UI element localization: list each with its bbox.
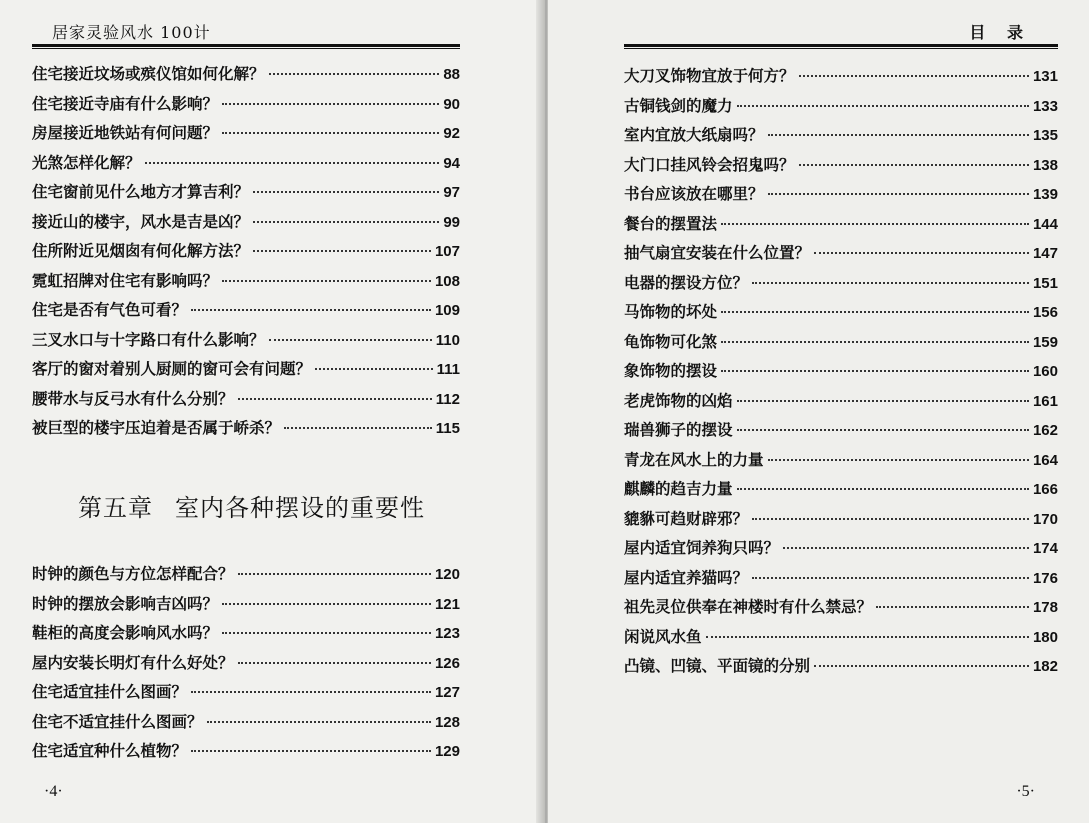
toc-entry-page: 108 — [434, 272, 460, 290]
toc-entry-title: 住宅不适宜挂什么图画？ — [32, 711, 203, 731]
dot-leader — [799, 164, 1029, 166]
toc-entry-page: 90 — [443, 95, 460, 113]
toc-entry — [624, 448, 1058, 478]
toc-entry-page: 129 — [434, 743, 460, 760]
toc-list — [32, 562, 460, 769]
toc-entry — [624, 625, 1058, 655]
running-head: 目 录 — [969, 23, 1031, 42]
toc-entry-page: 133 — [1032, 97, 1058, 115]
dot-leader — [814, 665, 1029, 667]
toc-entry-page: 178 — [1032, 599, 1058, 616]
toc-entry-page: 156 — [1032, 304, 1058, 321]
toc-entry-page: 94 — [443, 154, 460, 172]
dot-leader — [284, 427, 432, 429]
toc-entry-page: 176 — [1032, 569, 1058, 587]
toc-entry-page: 99 — [443, 213, 460, 231]
toc-entry — [624, 94, 1058, 124]
toc-entry — [32, 592, 460, 622]
toc-entry — [624, 153, 1058, 183]
toc-entry — [32, 269, 460, 299]
toc-entry-title: 霓虹招牌对住宅有影响吗？ — [32, 270, 219, 290]
chapter-heading — [78, 488, 425, 523]
toc-entry — [624, 418, 1058, 448]
toc-entry — [624, 566, 1058, 596]
dot-leader — [737, 400, 1029, 402]
toc-entry-title: 鞋柜的高度会影响风水吗？ — [32, 623, 219, 642]
toc-entry — [624, 654, 1058, 684]
toc-entry-page: 182 — [1032, 658, 1058, 675]
toc-entry-page: 139 — [1032, 186, 1058, 203]
dot-leader — [191, 750, 431, 752]
dot-leader — [737, 429, 1029, 431]
dot-leader — [222, 632, 431, 634]
dot-leader — [752, 282, 1029, 284]
toc-entry — [624, 359, 1058, 389]
toc-entry-title: 屋内安装长明灯有什么好处？ — [32, 652, 234, 672]
toc-entry-page: 97 — [443, 184, 460, 201]
dot-leader — [238, 573, 431, 575]
toc-entry-title: 大刀叉饰物宜放于何方？ — [624, 66, 795, 85]
toc-entry-page: 138 — [1032, 156, 1058, 174]
dot-leader — [768, 459, 1029, 461]
dot-leader — [222, 280, 431, 282]
toc-entry-title: 腰带水与反弓水有什么分别？ — [32, 388, 234, 408]
toc-entry-page: 174 — [1032, 540, 1058, 557]
dot-leader — [721, 370, 1029, 372]
toc-entry — [624, 182, 1058, 212]
toc-entry — [32, 92, 460, 122]
chapter-number: 第五章 — [78, 494, 153, 522]
dot-leader — [706, 636, 1029, 638]
toc-entry — [624, 595, 1058, 625]
toc-entry-page: 160 — [1032, 363, 1058, 380]
dot-leader — [768, 193, 1029, 195]
dot-leader — [814, 252, 1029, 254]
toc-entry-title: 书台应该放在哪里？ — [624, 184, 764, 203]
toc-entry-title: 瑞兽狮子的摆设 — [624, 420, 733, 439]
toc-entry-page: 88 — [443, 66, 460, 83]
dot-leader — [315, 368, 433, 370]
toc-entry-title: 貔貅可趋财辟邪？ — [624, 508, 749, 528]
toc-entry — [32, 387, 460, 417]
toc-entry-title: 屋内适宜饲养狗只吗？ — [624, 538, 780, 557]
toc-entry-page: 144 — [1032, 215, 1058, 233]
dot-leader — [799, 75, 1029, 77]
running-head: 居家灵验风水 100计 — [52, 23, 211, 42]
toc-entry-page: 135 — [1032, 127, 1058, 144]
toc-entry-page: 131 — [1032, 68, 1058, 85]
toc-entry-title: 古铜钱剑的魔力 — [624, 95, 733, 115]
toc-entry — [32, 180, 460, 210]
toc-entry — [32, 328, 460, 358]
dot-leader — [191, 691, 431, 693]
toc-entry-title: 屋内适宜养猫吗？ — [624, 567, 749, 587]
toc-entry-page: 107 — [434, 243, 460, 260]
toc-entry-title: 麒麟的趋吉力量 — [624, 479, 733, 498]
toc-entry-title: 住所附近见烟囱有何化解方法？ — [32, 241, 250, 260]
toc-entry — [32, 298, 460, 328]
toc-entry-page: 109 — [434, 302, 460, 319]
toc-entry-page: 164 — [1032, 451, 1058, 469]
toc-list — [624, 64, 1058, 684]
toc-entry-page: 110 — [435, 331, 460, 349]
toc-entry — [624, 507, 1058, 537]
dot-leader — [783, 547, 1029, 549]
toc-entry — [624, 271, 1058, 301]
toc-entry-title: 电器的摆设方位？ — [624, 272, 749, 292]
toc-entry — [32, 62, 460, 92]
toc-entry — [32, 651, 460, 681]
dot-leader — [752, 518, 1029, 520]
toc-entry-page: 162 — [1032, 422, 1058, 439]
toc-entry — [32, 121, 460, 151]
dot-leader — [269, 339, 432, 341]
toc-entry — [624, 64, 1058, 94]
dot-leader — [222, 132, 439, 134]
dot-leader — [191, 309, 431, 311]
dot-leader — [238, 662, 431, 664]
toc-entry-page: 170 — [1032, 510, 1058, 528]
toc-entry-page: 115 — [435, 420, 460, 437]
toc-entry-title: 时钟的摆放会影响吉凶吗？ — [32, 593, 219, 613]
toc-entry-page: 147 — [1032, 245, 1058, 262]
toc-entry-page: 92 — [443, 125, 460, 142]
toc-entry — [624, 123, 1058, 153]
toc-entry-title: 三叉水口与十字路口有什么影响？ — [32, 329, 265, 349]
dot-leader — [876, 606, 1029, 608]
toc-entry-page: 123 — [434, 625, 460, 642]
toc-entry-page: 166 — [1032, 481, 1058, 498]
dot-leader — [721, 311, 1029, 313]
chapter-title: 室内各种摆设的重要性 — [175, 494, 425, 522]
toc-entry-title: 老虎饰物的凶焰 — [624, 390, 733, 410]
toc-entry-title: 抽气扇宜安装在什么位置？ — [624, 243, 811, 262]
toc-entry-title: 祖先灵位供奉在神楼时有什么禁忌？ — [624, 597, 873, 616]
toc-entry-title: 光煞怎样化解？ — [32, 152, 141, 172]
toc-entry-title: 凸镜、凹镜、平面镜的分别 — [624, 656, 811, 675]
toc-entry-title: 室内宜放大纸扇吗？ — [624, 125, 764, 144]
toc-entry-title: 客厅的窗对着别人厨厕的窗可会有问题？ — [32, 359, 312, 378]
toc-entry-title: 被巨型的楼宇压迫着是否属于峤杀？ — [32, 418, 281, 437]
toc-entry-page: 120 — [434, 566, 460, 583]
toc-entry-title: 时钟的颜色与方位怎样配合？ — [32, 564, 234, 583]
toc-entry-page: 111 — [436, 361, 460, 378]
dot-leader — [269, 73, 440, 75]
header-rule — [624, 44, 1058, 49]
toc-entry — [32, 621, 460, 651]
toc-entry-page: 112 — [435, 390, 460, 408]
toc-entry — [32, 680, 460, 710]
toc-entry-page: 127 — [434, 684, 460, 701]
dot-leader — [752, 577, 1029, 579]
toc-entry — [32, 739, 460, 769]
dot-leader — [737, 105, 1029, 107]
toc-entry-page: 159 — [1032, 333, 1058, 351]
dot-leader — [222, 103, 439, 105]
toc-entry — [32, 562, 460, 592]
header-rule — [32, 44, 460, 49]
toc-entry — [624, 389, 1058, 419]
toc-entry — [624, 477, 1058, 507]
dot-leader — [253, 191, 439, 193]
toc-entry — [624, 536, 1058, 566]
toc-entry-page: 121 — [434, 595, 460, 613]
toc-entry-title: 住宅是否有气色可看？ — [32, 300, 188, 319]
right-page — [548, 0, 1089, 823]
toc-entry-title: 闲说风水鱼 — [624, 626, 702, 646]
toc-entry — [32, 210, 460, 240]
toc-list — [32, 62, 460, 446]
toc-entry-title: 房屋接近地铁站有何问题？ — [32, 123, 219, 142]
page-number: ·5· — [1016, 783, 1035, 800]
page-number: ·4· — [44, 783, 63, 800]
toc-entry-title: 象饰物的摆设 — [624, 361, 718, 380]
toc-entry — [32, 710, 460, 740]
dot-leader — [721, 223, 1029, 225]
dot-leader — [145, 162, 440, 164]
toc-entry-title: 住宅接近坟场或殡仪馆如何化解？ — [32, 64, 265, 83]
toc-entry — [624, 330, 1058, 360]
toc-entry-page: 126 — [434, 654, 460, 672]
toc-entry-title: 餐台的摆置法 — [624, 213, 718, 233]
dot-leader — [768, 134, 1029, 136]
dot-leader — [253, 221, 439, 223]
toc-entry — [32, 357, 460, 387]
toc-entry-page: 161 — [1032, 392, 1058, 410]
toc-entry — [32, 151, 460, 181]
dot-leader — [253, 250, 431, 252]
dot-leader — [222, 603, 431, 605]
toc-entry-page: 180 — [1032, 628, 1058, 646]
toc-entry — [32, 416, 460, 446]
toc-entry — [32, 239, 460, 269]
dot-leader — [737, 488, 1029, 490]
toc-entry-title: 住宅接近寺庙有什么影响？ — [32, 93, 219, 113]
toc-entry-title: 龟饰物可化煞 — [624, 331, 718, 351]
toc-entry-title: 住宅窗前见什么地方才算吉利？ — [32, 182, 250, 201]
toc-entry — [624, 212, 1058, 242]
toc-entry-title: 住宅适宜种什么植物？ — [32, 741, 188, 760]
toc-entry-title: 住宅适宜挂什么图画？ — [32, 682, 188, 701]
toc-entry-title: 接近山的楼宇，风水是吉是凶？ — [32, 211, 250, 231]
dot-leader — [238, 398, 432, 400]
toc-entry — [624, 300, 1058, 330]
toc-entry — [624, 241, 1058, 271]
toc-entry-title: 青龙在风水上的力量 — [624, 449, 764, 469]
toc-entry-title: 大门口挂风铃会招鬼吗？ — [624, 154, 795, 174]
toc-entry-page: 128 — [434, 713, 460, 731]
toc-entry-page: 151 — [1032, 274, 1058, 292]
toc-entry-title: 马饰物的坏处 — [624, 302, 718, 321]
dot-leader — [207, 721, 431, 723]
dot-leader — [721, 341, 1029, 343]
